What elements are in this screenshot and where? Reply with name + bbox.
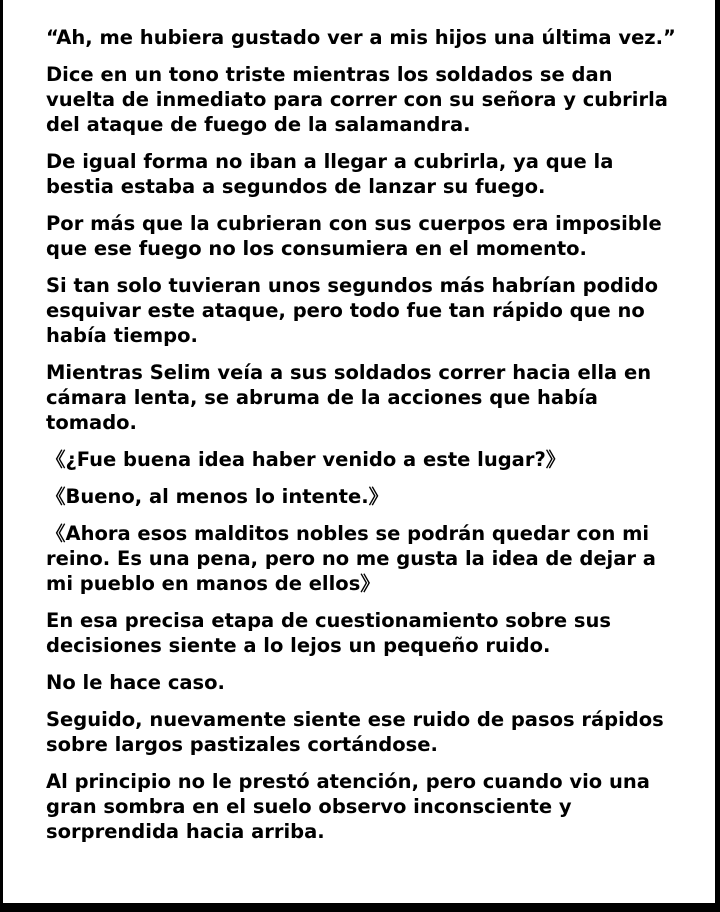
paragraph: Si tan solo tuvieran unos segundos más habrían podido esquivar este ataque, pero todo fue tan rápido que no había tiempo. bbox=[46, 274, 659, 347]
paragraph: 《Ahora esos malditos nobles se podrán quedar con mi reino. Es una pena, pero no me gusta la idea de dejar a mi pueblo en manos de ellos》 bbox=[46, 522, 656, 595]
paragraph: No le hace caso. bbox=[46, 671, 225, 694]
document-page bbox=[3, 0, 715, 903]
paragraph: 《Bueno, al menos lo intente.》 bbox=[46, 485, 389, 508]
paragraph: Seguido, nuevamente siente ese ruido de pasos rápidos sobre largos pastizales cortándose. bbox=[46, 708, 664, 756]
paragraph: Dice en un tono triste mientras los soldados se dan vuelta de inmediato para correr con su señora y cubrirla del ataque de fuego de la salamandra. bbox=[46, 63, 668, 136]
paragraph: Mientras Selim veía a sus soldados correr hacia ella en cámara lenta, se abruma de la acciones que había tomado. bbox=[46, 361, 652, 434]
paragraph: En esa precisa etapa de cuestionamiento sobre sus decisiones siente a lo lejos un pequeño ruido. bbox=[46, 609, 611, 657]
paragraph: De igual forma no iban a llegar a cubrirla, ya que la bestia estaba a segundos de lanzar su fuego. bbox=[46, 150, 614, 198]
paragraph: “Ah, me hubiera gustado ver a mis hijos una última vez.” bbox=[46, 26, 676, 49]
paragraph: Por más que la cubrieran con sus cuerpos era imposible que ese fuego no los consumiera en el momento. bbox=[46, 212, 662, 260]
paragraph: Al principio no le prestó atención, pero cuando vio una gran sombra en el suelo observo inconsciente y sorprendida hacia arriba. bbox=[46, 770, 650, 843]
paragraph: 《¿Fue buena idea haber venido a este lugar?》 bbox=[46, 448, 566, 471]
document-text bbox=[46, 25, 681, 856]
